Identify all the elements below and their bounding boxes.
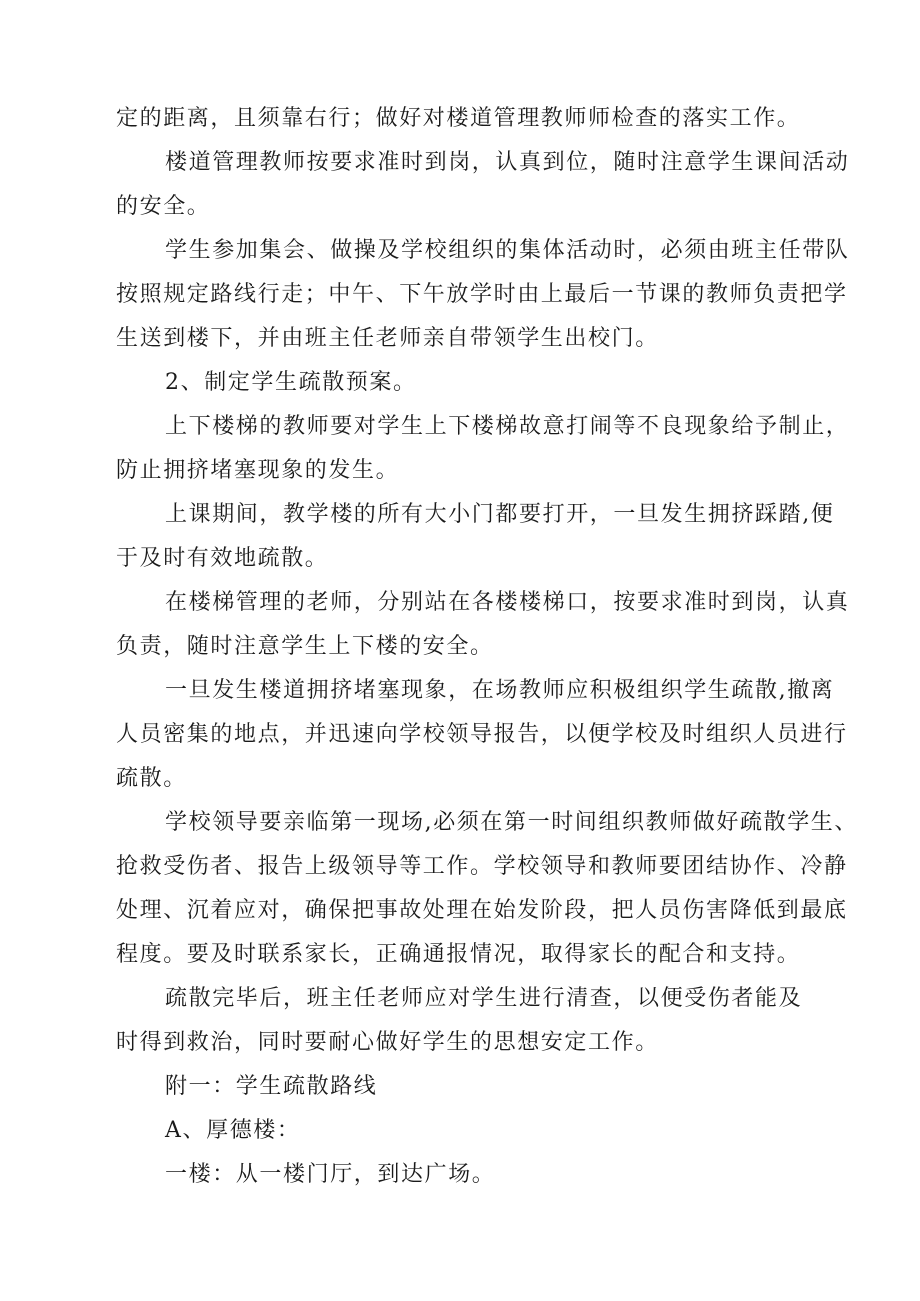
text-line: 程度。要及时联系家长，正确通报情况，取得家长的配合和支持。 (116, 942, 801, 967)
text-line: 一楼：从一楼门厅，到达广场。 (165, 1162, 496, 1187)
text-line: 定的距离，且须靠右行；做好对楼道管理教师师检查的落实工作。 (116, 106, 801, 131)
text-line: 在楼梯管理的老师，分别站在各楼楼梯口，按要求准时到岗，认真 (165, 590, 850, 615)
text-line: 处理、沉着应对，确保把事故处理在始发阶段，把人员伤害降低到最底 (116, 898, 848, 923)
text-line: 疏散完毕后，班主任老师应对学生进行清查，以便受伤者能及 (165, 986, 803, 1011)
text-line: 的安全。 (116, 194, 211, 219)
text-line: 于及时有效地疏散。 (116, 546, 329, 571)
text-line: 一旦发生楼道拥挤堵塞现象，在场教师应积极组织学生疏散,撤离 (165, 678, 835, 703)
text-line: 学生参加集会、做操及学校组织的集体活动时，必须由班主任带队 (165, 238, 850, 263)
appendix-heading: 附一：学生疏散路线 (165, 1074, 378, 1099)
text-line: 疏散。 (116, 766, 187, 791)
text-line: 防止拥挤堵塞现象的发生。 (116, 458, 400, 483)
text-line: 时得到救治，同时要耐心做好学生的思想安定工作。 (116, 1030, 659, 1055)
text-line: 人员密集的地点，并迅速向学校领导报告，以便学校及时组织人员进行 (116, 722, 848, 747)
text-line: 上课期间，教学楼的所有大小门都要打开，一旦发生拥挤踩踏,便 (165, 502, 835, 527)
text-line: 楼道管理教师按要求准时到岗，认真到位，随时注意学生课间活动 (165, 150, 850, 175)
text-line: 生送到楼下，并由班主任老师亲自带领学生出校门。 (116, 326, 659, 351)
section-heading: 2、制定学生疏散预案。 (165, 370, 417, 395)
building-heading: A、厚德楼： (165, 1118, 301, 1143)
text-line: 学校领导要亲临第一现场,必须在第一时间组织教师做好疏散学生、 (165, 810, 858, 835)
text-line: 负责，随时注意学生上下楼的安全。 (116, 634, 494, 659)
text-line: 抢救受伤者、报告上级领导等工作。学校领导和教师要团结协作、冷静 (116, 854, 848, 879)
text-line: 上下楼梯的教师要对学生上下楼梯故意打闹等不良现象给予制止， (165, 414, 850, 439)
text-line: 按照规定路线行走；中午、下午放学时由上最后一节课的教师负责把学 (116, 282, 848, 307)
